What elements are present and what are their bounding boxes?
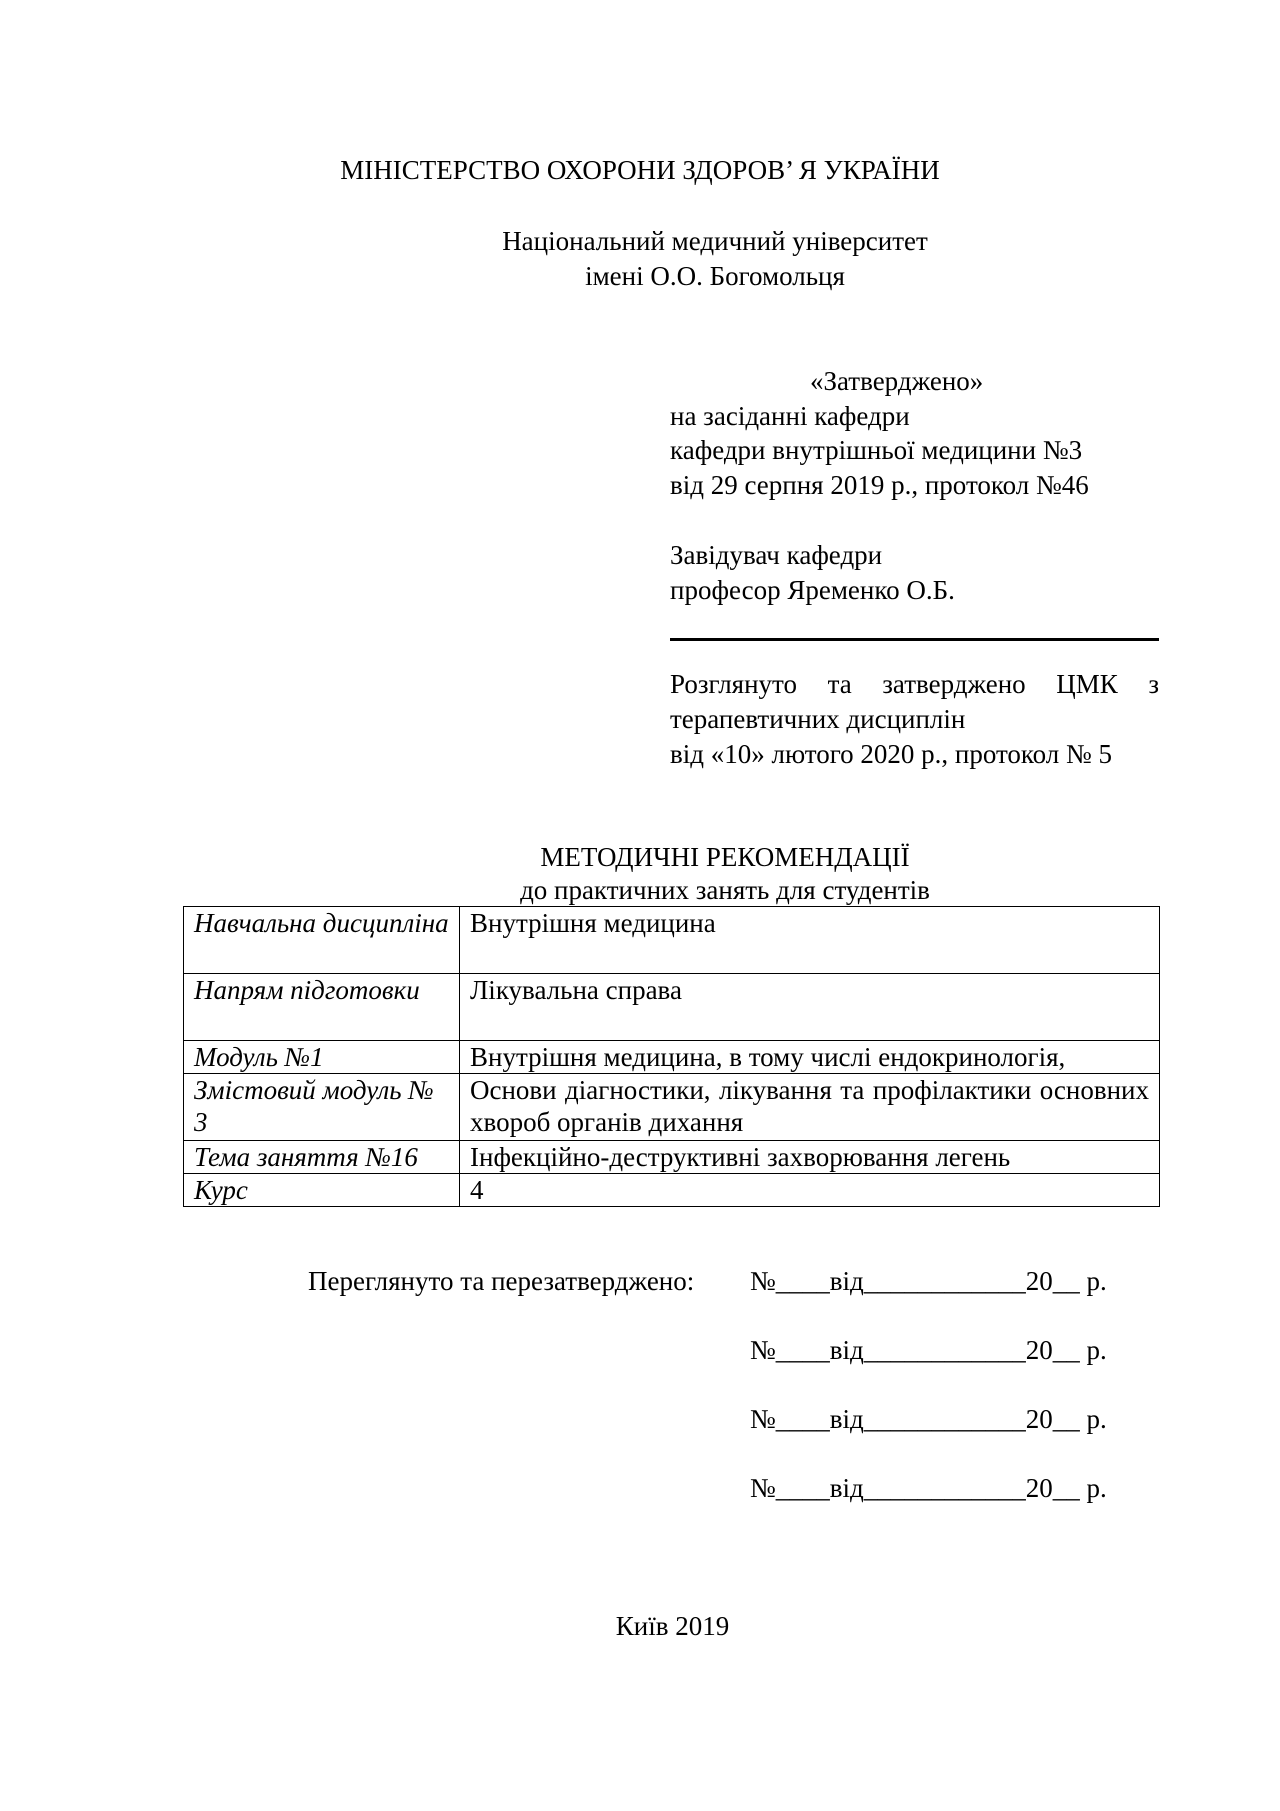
review-entry-3: №____від____________20__ р.	[750, 1404, 1107, 1434]
cmk-approval-line-3: від «10» лютого 2020 р., протокол № 5	[670, 739, 1113, 769]
row-label: Курс	[184, 1174, 460, 1207]
row-value: Лікувальна справа	[460, 974, 1160, 1041]
department-head-name: професор Яременко О.Б.	[670, 575, 955, 605]
row-value: Інфекційно-деструктивні захворювання легень	[460, 1141, 1160, 1174]
row-value: Внутрішня медицина, в тому числі ендокринологія,	[460, 1041, 1160, 1074]
document-title: МЕТОДИЧНІ РЕКОМЕНДАЦІЇ	[540, 842, 910, 872]
course-info-table	[183, 906, 1160, 1207]
table-row	[184, 907, 1160, 974]
review-entry-2: №____від____________20__ р.	[750, 1335, 1107, 1365]
approval-line-2: кафедри внутрішньої медицини №3	[670, 435, 1083, 465]
approval-line-1: на засіданні кафедри	[670, 401, 910, 431]
row-value: Основи діагностики, лікування та профілактики основних хвороб органів дихання	[460, 1074, 1160, 1141]
row-label: Навчальна дисципліна	[184, 907, 460, 974]
document-subtitle: до практичних занять для студентів	[520, 875, 930, 905]
table-row	[184, 1141, 1160, 1174]
ministry-heading: МІНІСТЕРСТВО ОХОРОНИ ЗДОРОВ’ Я УКРАЇНИ	[340, 155, 940, 185]
city-year: Київ 2019	[615, 1611, 730, 1641]
approval-title: «Затверджено»	[810, 366, 984, 396]
table-row	[184, 1174, 1160, 1207]
cmk-approval-line-2: терапевтичних дисциплін	[670, 704, 966, 734]
row-label: Тема заняття №16	[184, 1141, 460, 1174]
row-value: Внутрішня медицина	[460, 907, 1160, 974]
table-row	[184, 1041, 1160, 1074]
review-label: Переглянуто та перезатверджено:	[308, 1266, 695, 1296]
table-row	[184, 974, 1160, 1041]
university-name-line1: Національний медичний університет	[502, 226, 928, 256]
cmk-approval-line-1: Розглянуто та затверджено ЦМК з	[670, 669, 1159, 699]
row-label: Змістовий модуль № 3	[184, 1074, 460, 1141]
row-label: Напрям підготовки	[184, 974, 460, 1041]
university-name-line2: імені О.О. Богомольця	[585, 261, 845, 291]
approval-line-3: від 29 серпня 2019 р., протокол №46	[670, 470, 1089, 500]
row-value: 4	[460, 1174, 1160, 1207]
review-entry-1: №____від____________20__ р.	[750, 1266, 1107, 1296]
row-label: Модуль №1	[184, 1041, 460, 1074]
department-head-title: Завідувач кафедри	[670, 540, 883, 570]
signature-line	[670, 638, 1159, 641]
review-entry-4: №____від____________20__ р.	[750, 1473, 1107, 1503]
table-row	[184, 1074, 1160, 1141]
